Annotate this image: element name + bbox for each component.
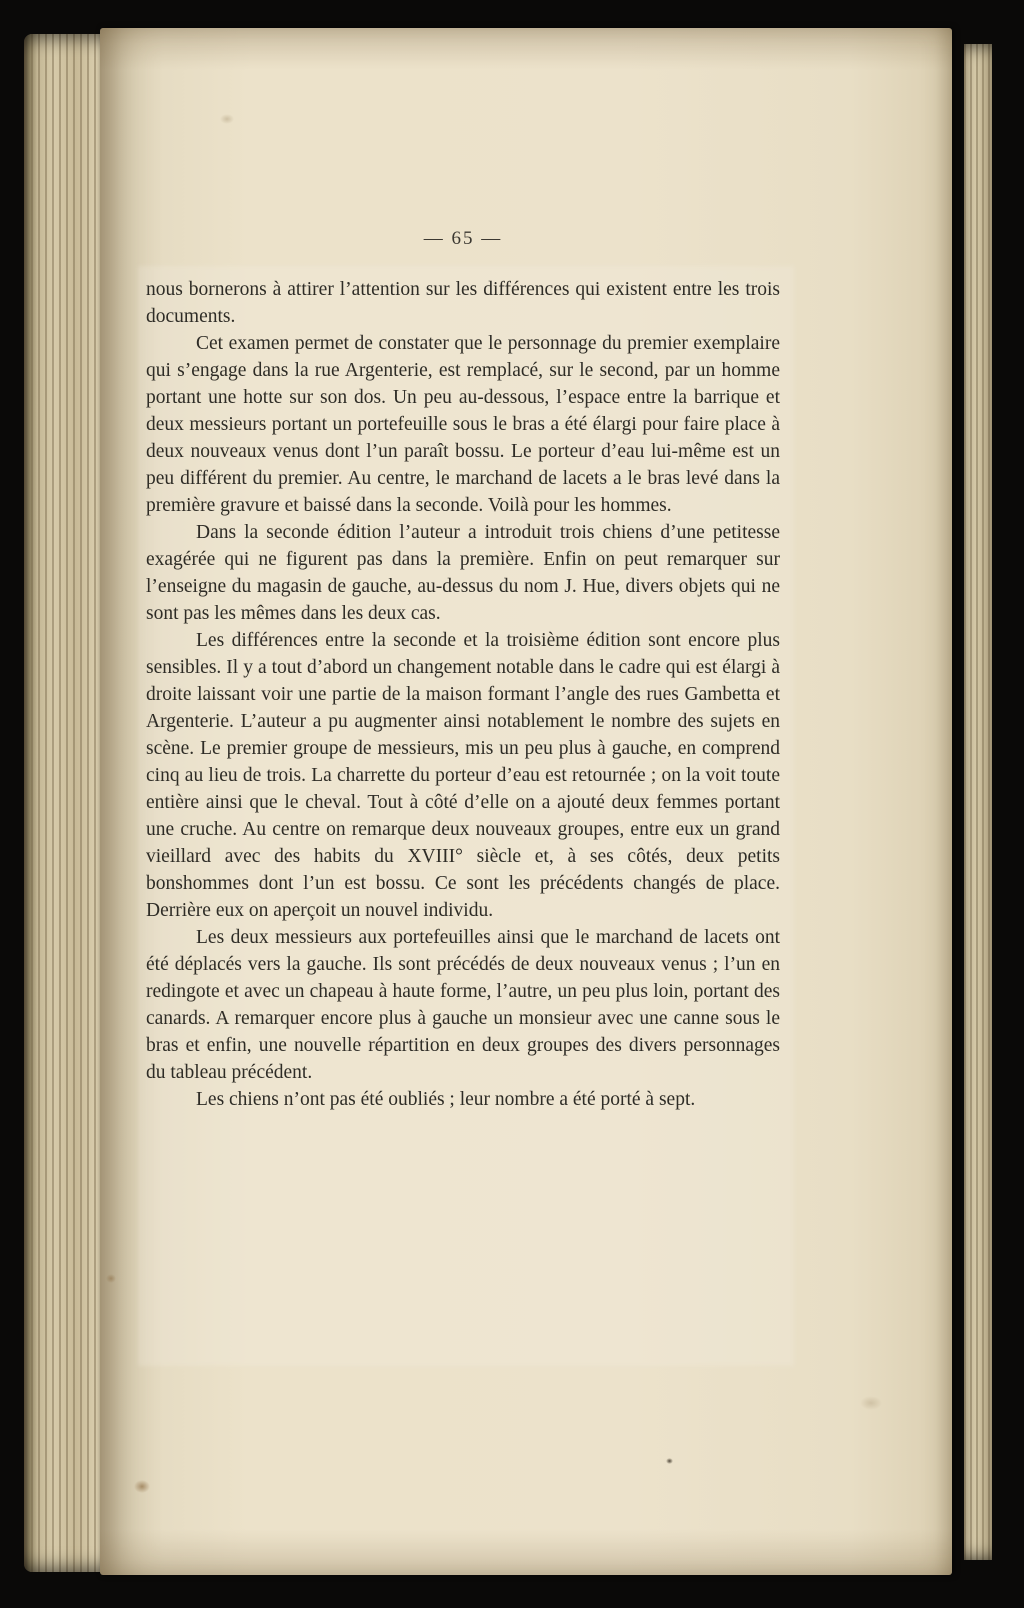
paragraph: nous bornerons à attirer l’attention sur les différences qui existent entre les trois documents. — [146, 279, 780, 327]
paper-stain — [666, 1458, 673, 1464]
paragraph: Les différences entre la seconde et la troisième édition sont encore plus sensibles. Il y a tout d’abord un changement notable dans le cadre qui est élargi à droite laissant voir une partie de la maison formant l’angle des rues Gambetta et Argenterie. L’auteur a pu augmenter ainsi notablement le nombre des sujets en scène. Le premier groupe de messieurs, mis un peu plus à gauche, en comprend cinq au lieu de trois. La charrette du porteur d’eau est retournée ; on la voit toute entière ainsi que le cheval. Tout à côté d’elle on a ajouté deux femmes portant une cruche. Au centre on remarque deux nouveaux groupes, entre eux un grand vieillard avec des habits du XVIII° siècle et, à ses côtés, deux petits bonshommes dont l’un est bossu. Ce sont les précédents changés de place. Derrière eux on aperçoit un nouvel individu. — [146, 630, 780, 921]
text-block — [146, 276, 780, 1113]
paragraph: Les chiens n’ont pas été oubliés ; leur nombre a été porté à sept. — [196, 1089, 696, 1110]
paragraph: Cet examen permet de constater que le personnage du premier exemplaire qui s’engage dans la rue Argenterie, est remplacé, sur le second, par un homme portant une hotte sur son dos. Un peu au-dessous, l’espace entre la barrique et deux messieurs portant un portefeuille sous le bras a été élargi pour faire place à deux nouveaux venus dont l’un paraît bossu. Le porteur d’eau lui-même est un peu différent du premier. Au centre, le marchand de lacets a le bras levé dans la première gravure et baissé dans la seconde. Voilà pour les hommes. — [146, 333, 780, 516]
page-number: — 65 — — [423, 228, 503, 249]
paper-stain — [220, 114, 234, 124]
paper-stain — [106, 1274, 116, 1283]
paragraph: Les deux messieurs aux portefeuilles ainsi que le marchand de lacets ont été déplacés vers la gauche. Ils sont précédés de deux nouveaux venus ; l’un en redingote et avec un chapeau à haute forme, l’autre, un peu plus loin, portant des canards. A remarquer encore plus à gauche un monsieur avec une canne sous le bras et enfin, une nouvelle répartition en deux groupes des divers personnages du tableau précédent. — [146, 927, 780, 1083]
paper-stain — [860, 1396, 882, 1410]
book-page-edges-left — [24, 34, 108, 1572]
paper-stain — [134, 1480, 150, 1493]
paragraph: Dans la seconde édition l’auteur a introduit trois chiens d’une petitesse exagérée qui ne figurent pas dans la première. Enfin on peut remarquer sur l’enseigne du magasin de gauche, au-dessus du nom J. Hue, divers objets qui ne sont pas les mêmes dans les deux cas. — [146, 522, 780, 624]
book-page-edges-right — [964, 44, 992, 1560]
book-page — [100, 28, 952, 1575]
